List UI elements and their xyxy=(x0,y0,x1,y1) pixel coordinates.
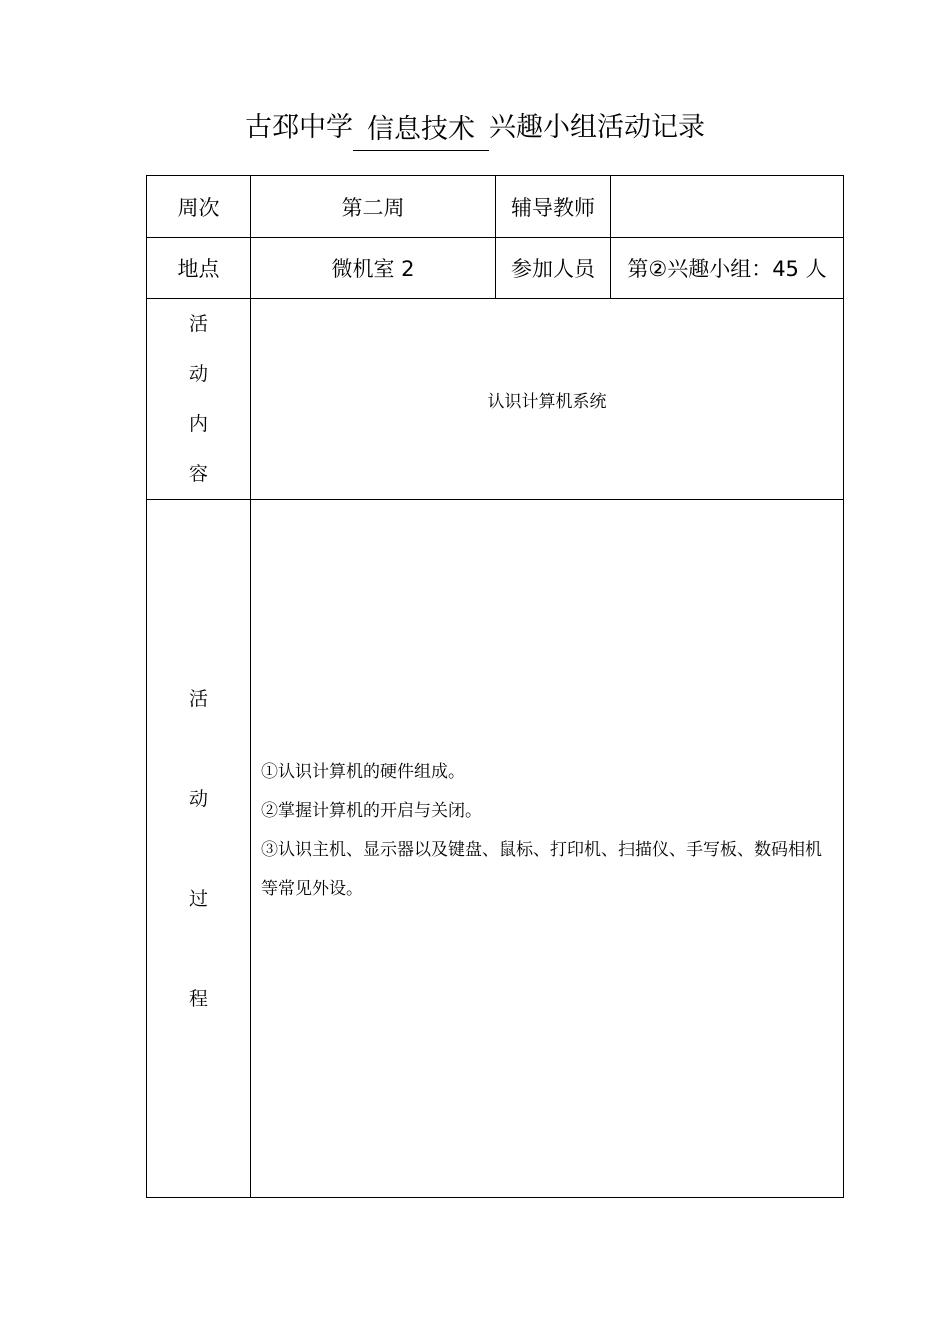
week-value: 第二周 xyxy=(251,176,496,238)
process-label-char: 过 xyxy=(188,887,208,910)
process-line: ①认识计算机的硬件组成。 xyxy=(261,762,465,782)
row-content xyxy=(147,299,844,500)
process-label-char: 程 xyxy=(188,987,208,1010)
title-subject: 信息技术 xyxy=(353,110,489,151)
teacher-value xyxy=(611,176,844,238)
process-label-char: 活 xyxy=(188,687,208,710)
row-week xyxy=(147,176,844,238)
content-text: 认识计算机系统 xyxy=(251,299,844,500)
title-suffix: 兴趣小组活动记录 xyxy=(489,112,705,143)
participants-value: 第②兴趣小组：45 人 xyxy=(611,238,844,299)
participants-label: 参加人员 xyxy=(496,238,611,299)
content-label-char: 容 xyxy=(188,463,208,485)
activity-record-table xyxy=(146,175,844,1198)
content-label xyxy=(147,299,251,500)
row-place xyxy=(147,238,844,299)
process-label-char: 动 xyxy=(188,787,208,810)
content-label-char: 动 xyxy=(188,363,208,385)
page-title xyxy=(0,110,950,151)
title-school: 古邳中学 xyxy=(245,112,353,143)
process-line: ②掌握计算机的开启与关闭。 xyxy=(261,801,482,821)
process-text xyxy=(251,500,844,1198)
week-label: 周次 xyxy=(147,176,251,238)
place-value: 微机室 2 xyxy=(251,238,496,299)
row-process xyxy=(147,500,844,1198)
content-label-char: 活 xyxy=(188,313,208,335)
process-label xyxy=(147,500,251,1198)
process-line: ③认识主机、显示器以及键盘、鼠标、打印机、扫描仪、手写板、数码相机等常见外设。 xyxy=(261,840,822,899)
teacher-label: 辅导教师 xyxy=(496,176,611,238)
content-label-char: 内 xyxy=(188,413,208,435)
place-label: 地点 xyxy=(147,238,251,299)
